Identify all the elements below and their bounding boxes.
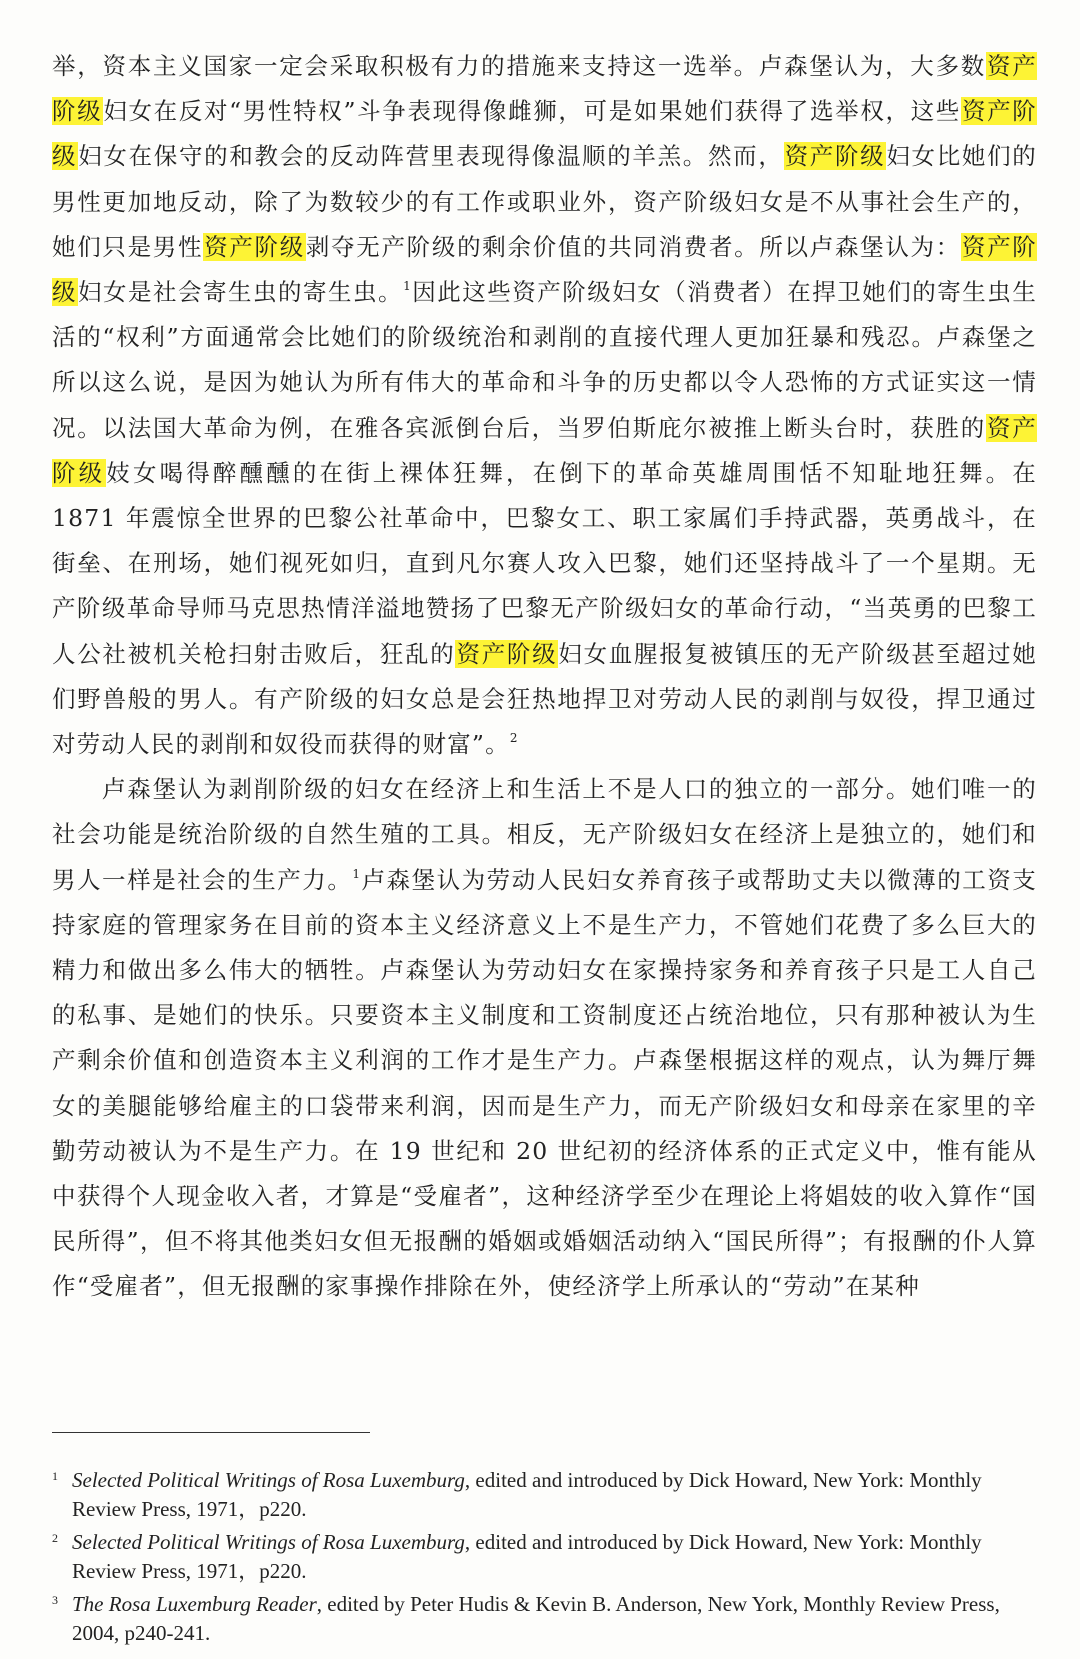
text-run: 卢森堡认为剥削阶级的妇女在经济上和生活上不是人口的独立的一部分。她们唯一的社会功能是统治阶级的自然生殖的工具。相反，无产阶级妇女在经济上是独立的，她们和男人一样是社会的生产力。: [52, 775, 1037, 894]
footnote-book-title: Selected Political Writings of Rosa Luxemburg: [72, 1468, 465, 1492]
highlighted-term: 资产阶级: [456, 639, 558, 668]
footnote-citation: , edited and introduced by Dick Howard, New York: Monthly Review Press, 1971，p220.: [72, 1530, 982, 1583]
footnote-number: 2: [52, 1531, 58, 1545]
footnote: [52, 1466, 1037, 1524]
footnote-number: 1: [52, 1469, 58, 1483]
text-run: 妇女血腥报复被镇压的无产阶级甚至超过她们野兽般的男人。有产阶级的妇女总是会狂热地捍卫对劳动人民的剥削与奴役，捍卫通过对劳动人民的剥削和奴役而获得的财富”。: [52, 639, 1037, 759]
footnote-citation: , edited by Peter Hudis & Kevin B. Anderson, New York, Monthly Review Press, 2004, p240-241.: [72, 1592, 1000, 1645]
paragraph: [52, 44, 1037, 767]
highlighted-term: 资产阶级: [52, 52, 1037, 126]
text-run: 因此这些资产阶级妇女（消费者）在捍卫她们的寄生虫生活的“权利”方面通常会比她们的阶级统治和剥削的直接代理人更加狂暴和残忍。卢森堡之所以这么说，是因为她认为所有伟大的革命和斗争的历史都以令人恐怖的方式证实这一情况。以法国大革命为例，在雅各宾派倒台后，当罗伯斯庇尔被推上断头台时，获胜的: [52, 278, 1038, 442]
text-run: 妇女是社会寄生虫的寄生虫。: [78, 278, 404, 307]
highlighted-term: 资产阶级: [52, 413, 1037, 487]
text-run: 妇女比她们的男性更加地反动，除了为数较少的有工作或职业外，资产阶级妇女是不从事社会生产的，她们只是男性: [52, 142, 1037, 261]
highlighted-term: 资产阶级: [784, 142, 886, 171]
footnotes: [52, 1466, 1037, 1652]
footnote-citation: , edited and introduced by Dick Howard, New York: Monthly Review Press, 1971，p220.: [72, 1468, 982, 1521]
highlighted-term: 资产阶级: [52, 97, 1037, 171]
footnote: [52, 1528, 1037, 1586]
paragraph: [52, 767, 1037, 1309]
footnote: [52, 1590, 1037, 1648]
footnote-book-title: The Rosa Luxemburg Reader: [72, 1592, 317, 1616]
footnote-book-title: Selected Political Writings of Rosa Luxemburg: [72, 1530, 465, 1554]
footnote-ref: 1: [352, 866, 362, 881]
footnote-divider: [52, 1432, 370, 1433]
footnote-number: 3: [52, 1593, 58, 1607]
body-text: [52, 44, 1037, 1310]
highlighted-term: 资产阶级: [52, 232, 1037, 307]
footnote-ref: 2: [509, 731, 519, 746]
text-run: 妇女在反对“男性特权”斗争表现得像雌狮，可是如果她们获得了选举权，这些: [103, 97, 961, 126]
text-run: 卢森堡认为劳动人民妇女养育孩子或帮助丈夫以微薄的工资支持家庭的管理家务在目前的资本主义经济意义上不是生产力，不管她们花费了多么巨大的精力和做出多么伟大的牺牲。卢森堡认为劳动妇女在家操持家务和养育孩子只是工人自己的私事、是她们的快乐。只要资本主义制度和工资制度还占统治地位，只有那种被认为生产剩余价值和创造资本主义利润的工作才是生产力。卢森堡根据这样的观点，认为舞厅舞女的美腿能够给雇主的口袋带来利润，因而是生产力，而无产阶级妇女和母亲在家里的辛勤劳动被认为不是生产力。在 19 世纪和 20 世纪初的经济体系的正式定义中，惟有能从中获得个人现金收入者，才算是“受雇者”，这种经济学至少在理论上将娼妓的收入算作“国民所得”，但不将其他类妇女但无报酬的婚姻或婚姻活动纳入“国民所得”；有报酬的仆人算作“受雇者”，但无报酬的家事操作排除在外，使经济学上所承认的“劳动”在某种: [52, 865, 1037, 1301]
text-run: 剥夺无产阶级的剩余价值的共同消费者。所以卢森堡认为：: [305, 232, 961, 261]
footnote-ref: 1: [403, 279, 412, 294]
highlighted-term: 资产阶级: [204, 232, 305, 261]
text-run: 举，资本主义国家一定会采取积极有力的措施来支持这一选举。卢森堡认为，大多数: [52, 52, 987, 80]
text-run: 妇女在保守的和教会的反动阵营里表现得像温顺的羊羔。然而，: [78, 142, 784, 171]
text-run: 妓女喝得醉醺醺的在街上裸体狂舞，在倒下的革命英雄周围恬不知耻地狂舞。在 1871 年震惊全世界的巴黎公社革命中，巴黎女工、职工家属们手持武器，英勇战斗，在街垒、在刑场，她们视死如归，直到凡尔赛人攻入巴黎，她们还坚持战斗了一个星期。无产阶级革命导师马克思热情洋溢地赞扬了巴黎无产阶级妇女的革命行动，“当英勇的巴黎工人公社被机关枪扫射击败后，狂乱的: [52, 458, 1037, 668]
